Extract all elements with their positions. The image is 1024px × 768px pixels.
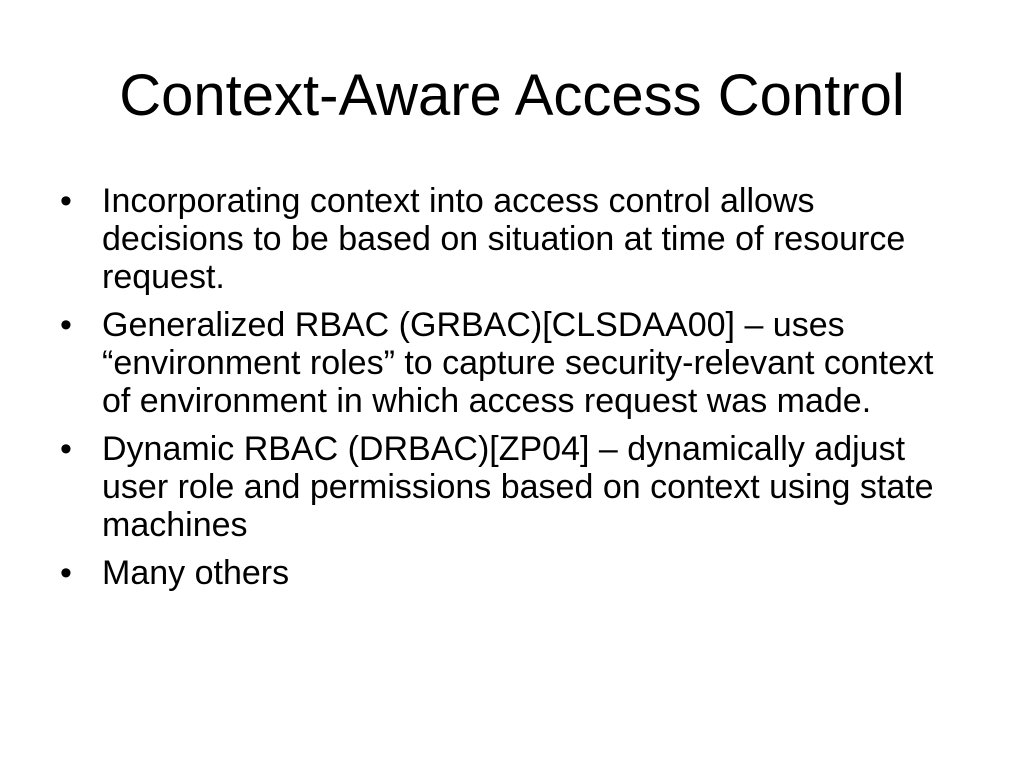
bullet-item-grbac — [60, 306, 960, 420]
bullet-item-context — [60, 182, 960, 296]
bullet-list — [60, 182, 960, 602]
bullet-point-icon: • — [60, 554, 72, 592]
bullet-item-many-others — [60, 554, 960, 592]
bullet-text: Dynamic RBAC (DRBAC)[ZP04] – dynamically adjust user role and permissions based on context using state machines — [102, 430, 934, 544]
slide-title: Context-Aware Access Control — [119, 63, 905, 128]
bullet-text: Many others — [102, 554, 290, 592]
bullet-text: Incorporating context into access control allows decisions to be based on situation at time of resource request. — [102, 182, 906, 296]
bullet-text: Generalized RBAC (GRBAC)[CLSDAA00] – uses “environment roles” to capture security-relevant context of environment in which access request was made. — [102, 306, 934, 420]
bullet-point-icon: • — [60, 306, 72, 344]
bullet-point-icon: • — [60, 430, 72, 468]
bullet-item-drbac — [60, 430, 960, 544]
bullet-point-icon: • — [60, 182, 72, 220]
